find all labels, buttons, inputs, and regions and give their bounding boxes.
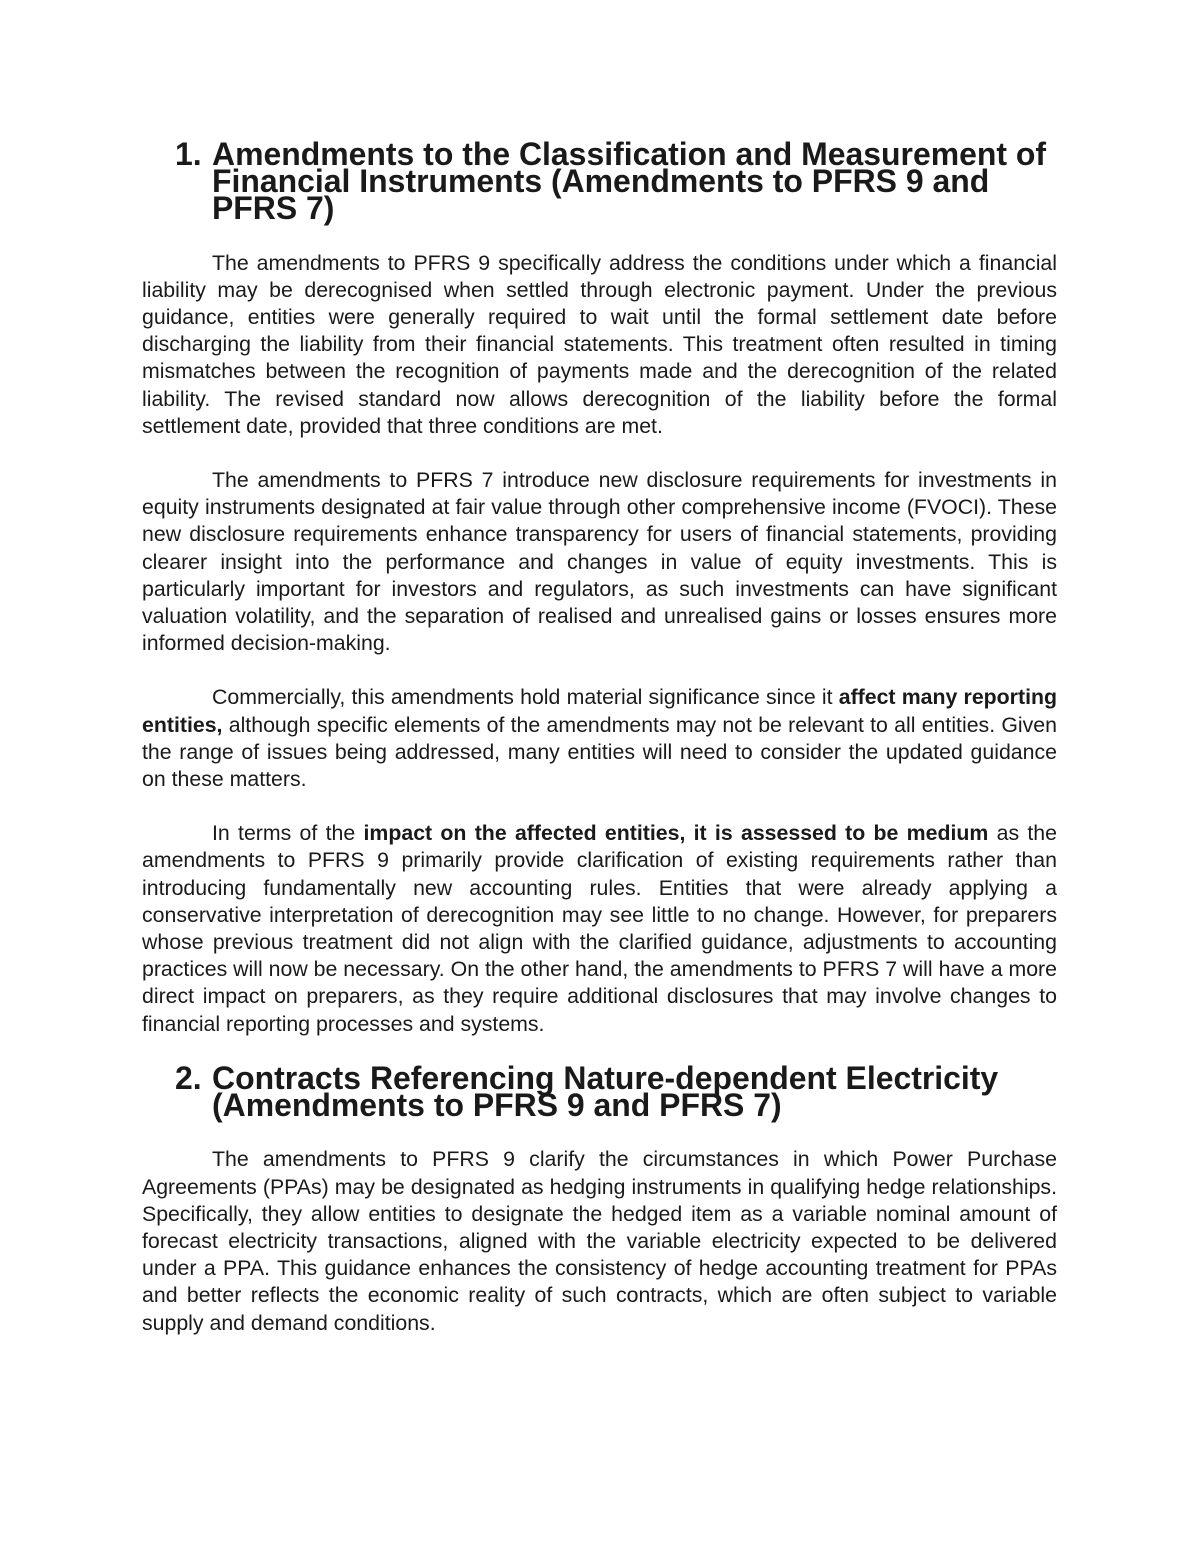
section-1-paragraph-2: The amendments to PFRS 7 introduce new disclosure requirements for investments in equity instruments designated at fair value through other comprehensive income (FVOCI). These new disclosure requirements enhance transparency for users of financial statements, providing clearer insight into the performance and changes in value of equity investments. This is particularly important for investors and regulators, as such investments can have significant valuation volatility, and the separation of realised and unrealised gains or losses ensures more informed decision-making.	[142, 468, 1057, 656]
section-1-heading	[142, 136, 1057, 227]
section-1-number: 1.	[175, 136, 202, 172]
paragraph-text: Commercially, this amendments hold material significance since it	[212, 685, 839, 710]
section-2-title: Contracts Referencing Nature-dependent Electricity (Amendments to PFRS 9 and PFRS 7)	[212, 1059, 999, 1124]
section-2-number: 2.	[175, 1059, 202, 1096]
document-body	[142, 136, 1058, 1337]
section-1-title: Amendments to the Classification and Measurement of Financial Instruments (Amendments to PFRS 9 and PFRS 7)	[212, 136, 1047, 227]
section-2-heading	[142, 1059, 1057, 1124]
section-1-paragraph-3	[142, 684, 1057, 793]
section-1-paragraph-1: The amendments to PFRS 9 specifically address the conditions under which a financial liability may be derecognised when settled through electronic payment. Under the previous guidance, entities were generally required to wait until the formal settlement date before discharging the liability from their financial statements. This treatment often resulted in timing mismatches between the recognition of payments made and the derecognition of the related liability. The revised standard now allows derecognition of the liability before the formal settlement date, provided that three conditions are met.	[142, 250, 1057, 438]
paragraph-emphasis: impact on the affected entities, it is assessed to be medium	[363, 821, 989, 846]
paragraph-text: In terms of the	[212, 821, 364, 846]
section-2-paragraph-1: The amendments to PFRS 9 clarify the circumstances in which Power Purchase Agreements (PPAs) may be designated as hedging instruments in qualifying hedge relationships. Specifically, they allow entities to designate the hedged item as a variable nominal amount of forecast electricity transactions, aligned with the variable electricity expected to be delivered under a PPA. This guidance enhances the consistency of hedge accounting treatment for PPAs and better reflects the economic reality of such contracts, which are often subject to variable supply and demand conditions.	[142, 1147, 1057, 1335]
paragraph-emphasis: affect many reporting entities,	[142, 685, 1057, 737]
paragraph-text: although specific elements of the amendments may not be relevant to all entities. Given the range of issues being addressed, many entities will need to consider the updated guidance on these matters.	[142, 712, 1057, 792]
section-1-paragraph-4	[142, 820, 1057, 1038]
paragraph-text: as the amendments to PFRS 9 primarily provide clarification of existing requirements rather than introducing fundamentally new accounting rules. Entities that were already applying a conservative interpretation of derecognition may see little to no change. However, for preparers whose previous treatment did not align with the clarified guidance, adjustments to accounting practices will now be necessary. On the other hand, the amendments to PFRS 7 will have a more direct impact on preparers, as they require additional disclosures that may involve changes to financial reporting processes and systems.	[142, 821, 1058, 1036]
